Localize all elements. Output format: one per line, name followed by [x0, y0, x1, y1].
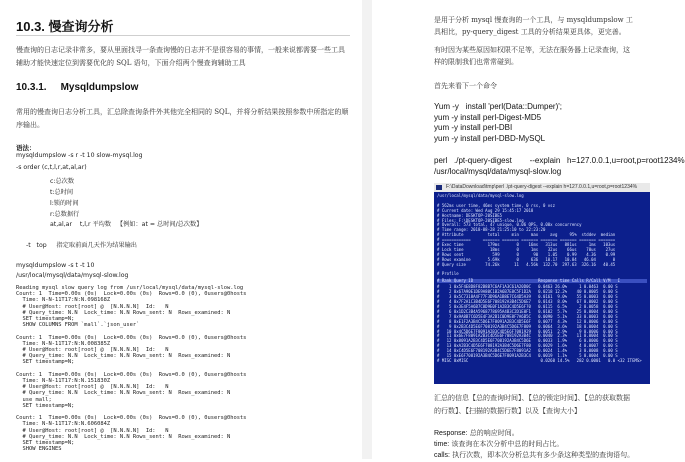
page-gap: [362, 0, 372, 459]
terminal-profile-rows: # 1 0x5F4E8D8F82B8B7C6AF1A3C61A20D0C 0.0463 26.0% 1 0.0463 0.00 S # 2 0x67A90E1DE9A80C1B2A6B7E8C5F1D2A 0.0218 12.2% 40 0.0005 0.00 S # 3 0x5C7318A4F77F3D96A1B8E7C64D5A39 0.0161 9.0% 55 0.0003 0.00 S # 4 0x7F2A1C3B4D5E6F708192A3B4C5D6E7 0.0143 8.0% 67 0.0002 0.00 S # 5 0x3E4F5A6B7C8D9E0F1A2B3C4D5E6F70 0.0115 6.5% 2 0.0058 0.00 S # 6 0x1D2C3B4A5968778695A4B3C2D1E0F1 0.0102 5.7% 25 0.0004 0.00 S # 7 0x9A8B7C6D5E4F3A2B1C0D9E8F7A6B5C 0.0090 5.1% 33 0.0003 0.00 S # 8 0xE1F2A3B4C5D6E7F8091A2B3C4D5E6F 0.0077 4.3% 12 0.0006 0.00 S # 9 0x2B3C4D5E6F708192A3B4C5D6E7F809 0.0064 3.6% 18 0.0004 0.00 S # 10 0x4C5D6E7F8091A2B3C4D5E6F7081929 0.0051 2.9% 9 0.0006 0.00 S # 11 0x6E7F8091A2B3C4D5E6F708192A3B4C 0.0040 2.3% 11 0.0004 0.00 S # 12 0x8091A2B3C4D5E6F708192A3B4C5D6E 0.0033 1.9% 6 0.0006 0.00 S # 13 0xA2B3C4D5E6F708192A3B4C5D6E7F80 0.0029 1.6% 4 0.0007 0.00 S # 14 0xC4D5E6F708192A3B4C5D6E7F8091A2 0.0024 1.4% 3 0.0008 0.00 S # 15 0xE6F708192A3B4C5D6E7F8091A2B3C4 0.0019 1.1% 5 0.0004 0.00 S # MISC 0xMISC 0.0260 14.5% 282 0.0001 0.0 <32 ITEMS>: [437, 284, 642, 363]
option-l: l:锁的时间: [50, 200, 79, 207]
install-commands: Yum -y install 'perl(Data::Dumper)'; yum -y install perl-Digest-MD5 yum -y install perl-DBI yum -y install perl-DBD-MySQL: [434, 102, 562, 143]
subsection-number: 10.3.1.: [16, 82, 47, 93]
calls-definition: [434, 449, 634, 462]
right-command-intro: 首先来看下一个命令: [434, 82, 497, 90]
terminal-icon: [436, 185, 442, 190]
syntax-label: 语法：: [16, 145, 36, 152]
option-r: r:总数据行: [50, 211, 80, 218]
terminal-rank-header: # Rank Query ID Response time Calls R/Call V/M I: [437, 277, 621, 283]
section-title: 10.3. 慢查询分析: [16, 19, 114, 34]
example-command: mysqldumpslow -s t -t 10: [16, 262, 95, 269]
terminal-screenshot: [434, 183, 650, 384]
right-intro-paragraph: 是用于分析 mysql 慢查询的一个工具，与 mysqldumpslow 工具相比，py-query_digest 工具的分析结果更具体，更完善。: [434, 16, 633, 36]
summary-paragraph: 汇总的信息【总的查询时间】、【总的锁定时间】、【总的获取数据的行数】、【扫描的数据行数】以及【查询大小】: [434, 394, 630, 415]
time-text: 该查询在本次分析中总的时间占比。: [451, 440, 564, 448]
response-label: Response:: [434, 430, 468, 437]
title-rule: [16, 35, 350, 36]
response-text: 总的响应时间。: [469, 429, 519, 437]
terminal-title-bar: [434, 183, 650, 192]
terminal-summary-output: /usr/local/mysql/data/mysql-slow.log # 562ms user time, 46ms system time, 0 rss, 0 vsz # Current date: Wed Aug 29 15:45:17 2018 # Hostname: DESKTOP-20SIBE5 # Files: F:\DESKTOP-20SIBE5-slow.log # Overall: 573 total, 47 unique, 0.06 QPS, 0.00x concurrency # Time range: 2018-08-28 21:25:10 to 22:23:20 # Attribute total min max avg 95% stddev median # ============ ======= ======= ======= ======= ======= ======= ======= # Exec time 179ms 0 16ms 313us 881us 1ms 103us # Lock time 18ms 0 1ms 32us 66us 70us 27us # Rows sent 599 0 90 1.05 0.99 4.36 0.99 # Rows examine 5.69k 0 636 10.17 10.84 46.04 0 # Query size 74.26k 11 4.56k 132.70 297.63 326.16 40.45: [437, 193, 616, 267]
intro-paragraph: 慢查询的日志记录非常多，要从里面找寻一条查询慢的日志并不是很容易的事情，一般来说都需要一些工具辅助才能快速定位到需要优化的 SQL 语句，下面介绍两个慢查询辅助工具: [16, 46, 345, 67]
subsection-title: [16, 82, 138, 93]
option-t: t:总时间: [50, 189, 74, 196]
subsection-name: Mysqldumpslow: [60, 82, 139, 93]
dumpslow-output: Reading mysql slow query log from /usr/local/mysql/data/mysql-slow.log Count: 1 Time=0.00s (0s) Lock=0.00s (0s) Rows=0.0 (0), 0users@0hosts Time: N-N-11T17:N:N.098168Z # User@Host: root[root] @ [N.N.N.N] Id: N # Query_time: N.N Lock_time: N.N Rows_sent: N Rows_examined: N SET timestamp=N; SHOW COLUMNS FROM `mall`.`json_user` Count: 1 Time=0.00s (0s) Lock=0.00s (0s) Rows=0.0 (0), 0users@0hosts Time: N-N-11T17:N:N.008385Z # User@Host: root[root] @ [N.N.N.N] Id: N # Query_time: N.N Lock_time: N.N Rows_sent: N Rows_examined: N SET timestamp=N; Count: 1 Time=0.00s (0s) Lock=0.00s (0s) Rows=0.0 (0), 0users@0hosts Time: N-N-11T17:N:N.151830Z # User@Host: root[root] @ [N.N.N.N] Id: N # Query_time: N.N Lock_time: N.N Rows_sent: N Rows_examined: N use mall; SET timestamp=N; Count: 1 Time=0.00s (0s) Lock=0.00s (0s) Rows=0.0 (0), 0users@0hosts Time: N-N-11T17:N:N.606084Z # User@Host: root[root] @ [N.N.N.N] Id: N # Query_time: N.N Lock_time: N.N Rows_sent: N Rows_examined: N SET timestamp=N; SHOW ENGINES: [16, 285, 247, 453]
option-top: -t top 指定取前面几天作为结果输出: [26, 242, 137, 249]
syntax-command: mysqldumpslow -s r -t 10 slow-mysql.log: [16, 152, 143, 159]
example-command-path: /usr/local/mysql/data/mysql-slow.log: [16, 272, 129, 279]
option-c: c:总次数: [50, 178, 75, 185]
subsection-intro: 常用的慢查询日志分析工具，汇总除查询条件外其他完全相同的 SQL，并将分析结果按照参数中所指定的顺序输出。: [16, 108, 349, 129]
option-avg: at,al,ar t,l,r 平均数 【例如：at = 总时间/总次数】: [50, 221, 203, 228]
right-permission-paragraph: 有时因为某些原因如权限不足等，无法在服务器上记录查询，这样的限制我们也常常碰到。: [434, 46, 630, 66]
sort-option: -s order (c,t,l,r,at,al,ar): [16, 164, 87, 171]
right-page: [372, 0, 685, 459]
calls-label: calls:: [434, 452, 450, 459]
terminal-title: F:\DataDownload\tmp\perl .\pt-query-digest --explain h=127.0.0.1,u=root,p=root1234%: [446, 184, 638, 190]
digest-command: perl ./pt-query-digest --explain h=127.0.0.1,u=root,p=root1234% /usr/local/mysql/data/mysql-slow.log: [434, 156, 685, 176]
terminal-profile-header: # Profile: [437, 270, 459, 276]
terminal-profile-highlight: [437, 279, 647, 284]
time-label: time:: [434, 441, 450, 448]
calls-text: 执行次数，即本次分析总共有多少条这种类型的查询语句。: [452, 451, 635, 459]
